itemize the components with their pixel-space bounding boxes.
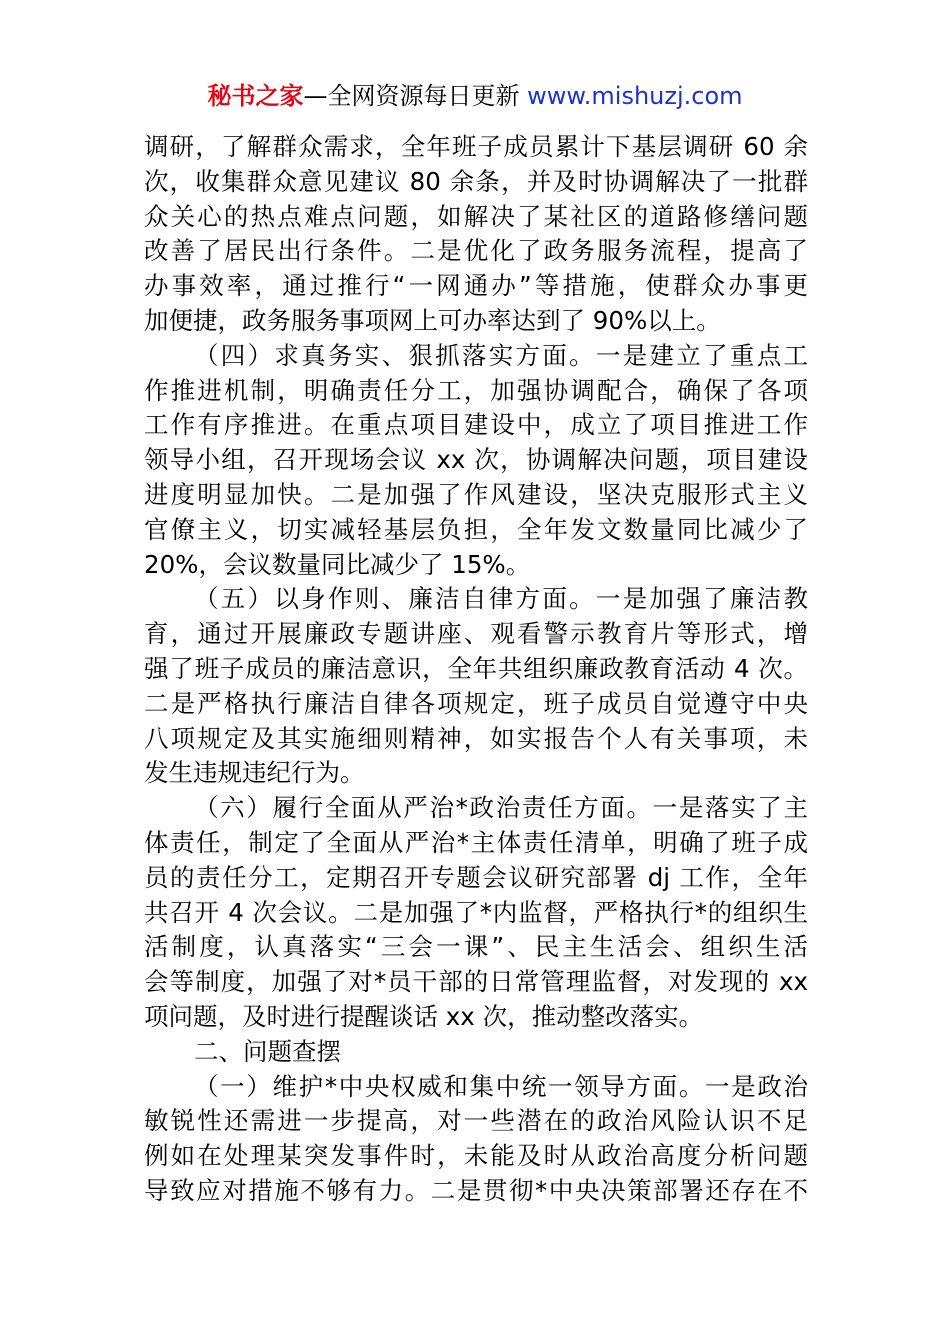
site-header (0, 80, 950, 112)
text-line: （六）履行全面从严治*政治责任方面。一是落实了主 (194, 793, 808, 823)
text-line: 导致应对措施不够有力。二是贯彻*中央决策部署还存在不 (144, 1175, 808, 1205)
text-line: 进度明显加快。二是加强了作风建设，坚决克服形式主义 (144, 479, 808, 509)
text-line: 作推进机制，明确责任分工，加强协调配合，确保了各项 (144, 375, 808, 405)
text-line: 官僚主义，切实减轻基层负担，全年发文数量同比减少了 (144, 514, 808, 544)
text-line: 八项规定及其实施细则精神，如实报告个人有关事项，未 (144, 723, 808, 753)
text-line: 众关心的热点难点问题，如解决了某社区的道路修缮问题 (144, 201, 808, 231)
site-brand[interactable]: 秘书之家 (207, 82, 304, 110)
text-line: 改善了居民出行条件。二是优化了政务服务流程，提高了 (144, 236, 808, 266)
text-line: 育，通过开展廉政专题讲座、观看警示教育片等形式，增 (144, 619, 808, 649)
text-line: 发生违规违纪行为。 (144, 758, 365, 788)
text-line: 二是严格执行廉洁自律各项规定，班子成员自觉遵守中央 (144, 688, 808, 718)
text-line: 会等制度，加强了对*员干部的日常管理监督，对发现的 xx (144, 967, 808, 997)
text-line: 次，收集群众意见建议 80 余条，并及时协调解决了一批群 (144, 166, 808, 196)
text-line: 办事效率，通过推行“一网通办”等措施，使群众办事更 (144, 271, 808, 301)
text-line: 加便捷，政务服务事项网上可办率达到了 90%以上。 (144, 305, 721, 335)
text-line: 例如在处理某突发事件时，未能及时从政治高度分析问题 (144, 1141, 808, 1171)
text-line: 二、问题查摆 (194, 1036, 341, 1066)
document-body (144, 130, 808, 1209)
text-line: 20%，会议数量同比减少了 15%。 (144, 549, 531, 579)
site-tagline: —全网资源每日更新 (303, 82, 528, 110)
text-line: 领导小组，召开现场会议 xx 次，协调解决问题，项目建设 (144, 445, 808, 475)
text-line: 共召开 4 次会议。二是加强了*内监督，严格执行*的组织生 (144, 897, 808, 927)
text-line: 体责任，制定了全面从严治*主体责任清单，明确了班子成 (144, 827, 808, 857)
text-line: 活制度，认真落实“三会一课”、民主生活会、组织生活 (144, 932, 808, 962)
text-line: 工作有序推进。在重点项目建设中，成立了项目推进工作 (144, 410, 808, 440)
text-line: （五）以身作则、廉洁自律方面。一是加强了廉洁教 (194, 584, 808, 614)
text-line: 强了班子成员的廉洁意识，全年共组织廉政教育活动 4 次。 (144, 653, 808, 683)
text-line: 项问题，及时进行提醒谈话 xx 次，推动整改落实。 (144, 1001, 704, 1031)
text-line: （四）求真务实、狠抓落实方面。一是建立了重点工 (194, 340, 808, 370)
text-line: 敏锐性还需进一步提高，对一些潜在的政治风险认识不足 (144, 1106, 808, 1136)
site-url-link[interactable]: www.mishuzj.com (527, 82, 743, 110)
text-line: 员的责任分工，定期召开专题会议研究部署 dj 工作，全年 (144, 862, 808, 892)
text-line: 调研，了解群众需求，全年班子成员累计下基层调研 60 余 (144, 132, 808, 161)
text-line: （一）维护*中央权威和集中统一领导方面。一是政治 (194, 1071, 808, 1101)
